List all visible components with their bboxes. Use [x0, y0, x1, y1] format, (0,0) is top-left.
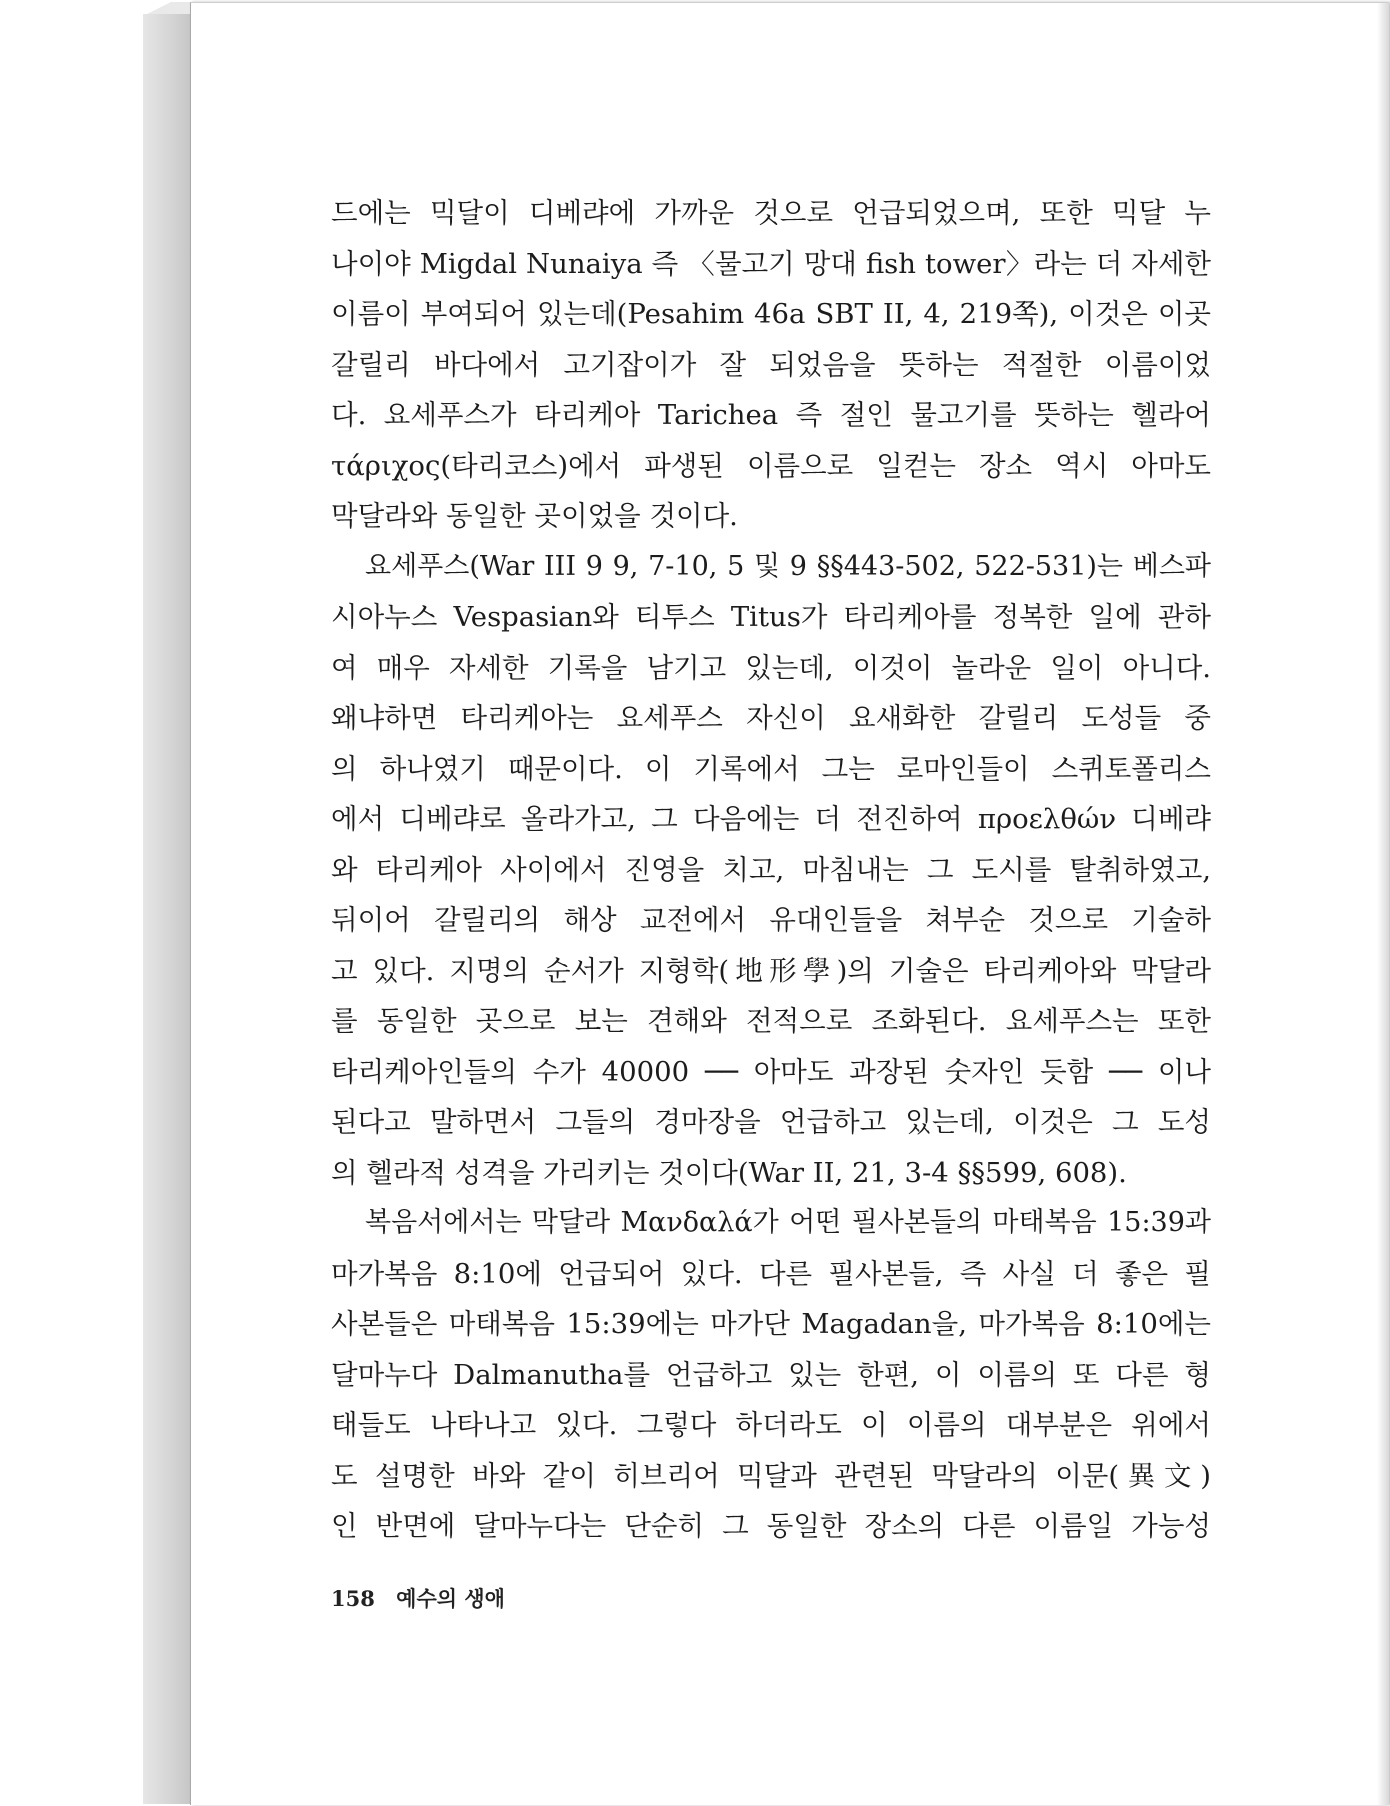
text-line: 달마누다 Dalmanutha를 언급하고 있는 한편, 이 이름의 또 다른 형	[331, 1358, 1211, 1391]
text-line: 와 타리케아 사이에서 진영을 치고, 마침내는 그 도시를 탈취하였고,	[331, 853, 1211, 886]
text-line: 의 헬라적 성격을 가리키는 것이다(War II, 21, 3-4 §§599, 608).	[331, 1156, 1127, 1189]
text-line: 왜냐하면 타리케아는 요세푸스 자신이 요새화한 갈릴리 도성들 중	[331, 702, 1211, 734]
text-line: 고 있다. 지명의 순서가 지형학(地形學)의 기술은 타리케아와 막달라	[331, 954, 1211, 987]
page-edge-shadow	[1377, 3, 1389, 1805]
text-line: 다. 요세푸스가 타리케아 Tarichea 즉 절인 물고기를 뜻하는 헬라어	[331, 399, 1211, 431]
text-line: 마가복음 8:10에 언급되어 있다. 다른 필사본들, 즉 사실 더 좋은 필	[331, 1257, 1211, 1290]
text-line: 갈릴리 바다에서 고기잡이가 잘 되었음을 뜻하는 적절한 이름이었	[331, 348, 1211, 381]
text-line: 태들도 나타나고 있다. 그렇다 하더라도 이 이름의 대부분은 위에서	[331, 1409, 1211, 1441]
text-line: 타리케아인들의 수가 40000 ── 아마도 과장된 숫자인 듯함 ── 이나	[331, 1055, 1211, 1088]
page-number: 158	[331, 1586, 375, 1611]
text-line: 나이야 Migdal Nunaiya 즉 〈물고기 망대 fish tower〉라는 더 자세한	[331, 247, 1211, 280]
page-footer	[331, 1583, 505, 1613]
running-title: 예수의 생애	[396, 1586, 505, 1611]
text-line: 된다고 말하면서 그들의 경마장을 언급하고 있는데, 이것은 그 도성	[331, 1106, 1211, 1138]
text-line: 시아누스 Vespasian와 티투스 Titus가 타리케아를 정복한 일에 관하	[331, 601, 1211, 633]
text-line: 인 반면에 달마누다는 단순히 그 동일한 장소의 다른 이름일 가능성	[331, 1510, 1211, 1542]
text-line: 막달라와 동일한 곳이었을 것이다.	[331, 500, 738, 532]
text-line: 사본들은 마태복음 15:39에는 마가단 Magadan을, 마가복음 8:10에는	[331, 1308, 1211, 1340]
text-line: 의 하나였기 때문이다. 이 기록에서 그는 로마인들이 스퀴토폴리스	[331, 752, 1211, 785]
book-spine	[143, 14, 191, 1804]
book-spine-top	[143, 2, 191, 16]
text-line: 뒤이어 갈릴리의 해상 교전에서 유대인들을 쳐부순 것으로 기술하	[331, 904, 1211, 936]
text-line: 를 동일한 곳으로 보는 견해와 전적으로 조화된다. 요세푸스는 또한	[331, 1005, 1211, 1037]
text-line: 요세푸스(War III 9 9, 7-10, 5 및 9 §§443-502, 522-531)는 베스파	[365, 550, 1211, 582]
body-text	[331, 188, 1211, 1552]
text-line: τάριχος(타리코스)에서 파생된 이름으로 일컫는 장소 역시 아마도	[331, 449, 1211, 482]
text-line: 에서 디베랴로 올라가고, 그 다음에는 더 전진하여 προελθών 디베랴	[331, 803, 1211, 835]
text-line: 여 매우 자세한 기록을 남기고 있는데, 이것이 놀라운 일이 아니다.	[331, 651, 1211, 684]
book-page	[190, 2, 1389, 1805]
text-line: 도 설명한 바와 같이 히브리어 믹달과 관련된 막달라의 이문(異文)	[331, 1459, 1211, 1492]
text-line: 드에는 믹달이 디베랴에 가까운 것으로 언급되었으며, 또한 믹달 누	[331, 197, 1211, 229]
text-line: 이름이 부여되어 있는데(Pesahim 46a SBT II, 4, 219쪽), 이것은 이곳	[331, 298, 1211, 330]
text-line: 복음서에서는 막달라 Μανδαλά가 어떤 필사본들의 마태복음 15:39과	[365, 1207, 1211, 1238]
